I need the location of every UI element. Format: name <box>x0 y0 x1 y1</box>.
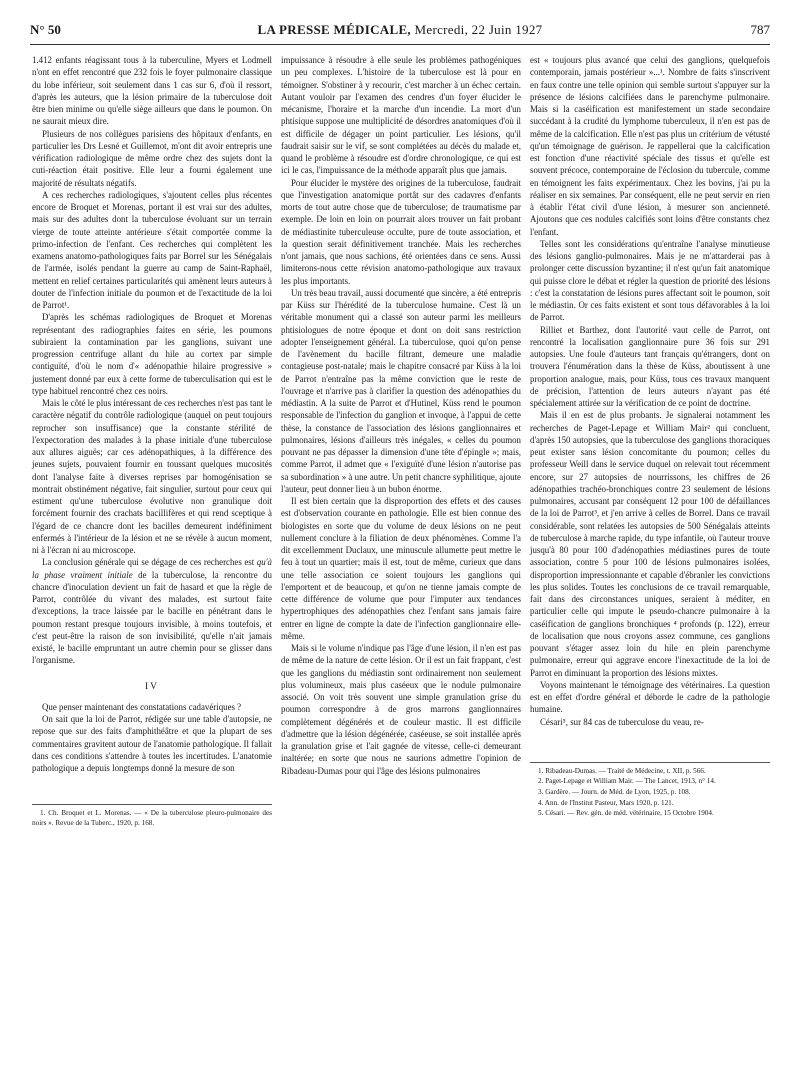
text-run: La conclusion générale qui se dégage de ces recherches est <box>42 557 257 568</box>
paragraph: Pour élucider le mystère des origines de la tuberculose, faudrait que l'investigation anatomique portât sur des cadavres d'enfants morts de tout autre chose que de tuberculose; de traumatisme par exemple. De loin en loin on pourrait alors trouver un fait probant de médiastinite tuberculeuse occulte, pure de toute association, et la question serait définitivement tranchée. Mais les recherches n'ont jamais, que nous sachions, été orientées dans ce sens. Aussi limiterons-nous cette révision anatomo-pathologique aux travaux les plus importants. <box>281 177 521 286</box>
journal-name: LA PRESSE MÉDICALE, <box>257 22 411 37</box>
paragraph: A ces recherches radiologiques, s'ajoutent celles plus récentes encore de Broquet et Morenas, portant il est vrai sur des adultes, mais sur des adultes dont la tuberculose évoluant sur un terrain vierge de toute atteinte antérieure s'était comportée comme la primo-infection de l'enfant. Ces recherches qui complètent les examens anatomo-pathologiques faits par Borrel sur les Sénégalais de l'armée, isolés pendant la guerre au camp de Saint-Raphaël, mettent en relief certaines particularités qui amènent leurs auteurs à douter de l'infection initiale du poumon et de l'exactitude de la loi de Parrot¹. <box>32 189 272 310</box>
footnote: 2. Paget-Lepage et William Mair. — The Lancet, 1913, n° 14. <box>538 777 716 786</box>
paragraph: Voyons maintenant le témoignage des vétérinaires. La question est en effet d'ordre général et déborde le cadre de la pathologie humaine. <box>530 679 770 715</box>
emphasis: qu'à la phase vraiment initiale <box>32 557 272 580</box>
paragraph: 1.412 enfants réagissant tous à la tuberculine, Myers et Lodmell n'ont en effet rencontré que 232 fois le foyer pulmonaire classique du lobe inférieur, soit seulement dans 1 cas sur 6, d'où il ressort, d'après les auteurs, que la lésion primaire de la tuberculose doit être bien minime ou qu'elle siège ailleurs que dans le poumon. On ne saurait mieux dire. <box>32 55 272 127</box>
column-3 <box>530 54 770 819</box>
paragraph: D'après les schémas radiologiques de Broquet et Morenas représentant des radiographies faites en série, les poumons subiraient la contamination par les ganglions, suivant une progression centrifuge allant du hile au cortex par simple contiguïté, d'où le nom d'« adénopathie hilaire progressive » justement donné par eux à cette forme de tuberculisation qui est le type habituel rencontré chez ces noirs. <box>32 312 272 396</box>
paragraph: On sait que la loi de Parrot, rédigée sur une table d'autopsie, ne repose que sur des faits d'amphithéâtre et que la plupart de ses commentaires gravitent autour de l'anatomie pathologique. Il fallait dans ces conditions s'attendre à toutes les incertitudes. L'anatomie pathologique a depuis longtemps donné la mesure de son <box>32 714 272 773</box>
section-heading: IV <box>144 681 160 692</box>
column-2 <box>281 54 521 777</box>
paragraph: Mais il en est de plus probants. Je signalerai notamment les recherches de Paget-Lepage et William Mair² qui concluent, d'après 150 autopsies, que la tuberculose des ganglions thoraciques peut exister sans lésion concomitante du poumon; celles du professeur Weill dans le service duquel on relevait tout récemment encore, sur 27 autopsies de nourrissons, les chiffres de 26 adénopathies trachéo-bronchiques contre 23 seulement de lésions pulmonaires, accusant par conséquent 12 pour 100 de défaillances de la loi de Parrot³, et j'en arrive à celles de Borrel. Dans ce travail considérable, sont relatées les autopsies de 500 Sénégalais atteints de tuberculose à marche rapide, du type infantile, où l'auteur trouve jusqu'à 80 pour 100 d'adénopathies médiastines pures de toute association, contre 5 pour 100 de lésions pulmonaires isolées, disproportion impressionnante et capable d'ébranler les convictions les plus solides. Toutes les conclusions de ce travail remarquable, fait dans des circonstances uniques, seraient à méditer, en particulier celle qui impute le pseudo-chancre pulmonaire à la caséification de ganglions bronchiques ⁴ profonds (p. 122), erreur de localisation que nous croyons assez commune, ces ganglions pouvant s'étager assez loin du hile en plein parenchyme pulmonaire, erreur qui aggrave encore l'inexactitude de la loi de Parrot en diminuant la proportion des lésions mixtes. <box>530 410 770 678</box>
header-rule <box>30 44 770 45</box>
paragraph: est « toujours plus avancé que celui des ganglions, quelquefois contemporain, jamais postérieur »...¹. Nombre de faits s'inscrivent en faux contre une telle opinion qui semble surtout s'appuyer sur la présence de lésions calcifiées dans le parenchyme pulmonaire. Mais si la caséification est manifestement un stade secondaire succédant à la crudité du lymphome tuberculeux, il n'en est pas de même de la calcification. Elle n'est pas plus un critérium de vétusté qu'un témoignage de guérison. Je rappellerai que la calcification est fonction d'une réactivité spéciale des tissus et qu'elle est souvent précoce, contemporaine de l'éclosion du tubercule, comme en témoignent les faits expérimentaux. Chez les bovins, j'ai pu la réaliser en six semaines. Par conséquent, elle ne peut servir en rien à établir l'état civil d'une lésion, à mesurer son ancienneté. Ajoutons que ces nodules calcifiés sont loins d'être constants chez l'enfant. <box>530 55 770 237</box>
footnote: 1. Ribadeau-Dumas. — Traité de Médecine, t. XII, p. 566. <box>538 766 706 775</box>
running-title <box>30 22 770 38</box>
footnotes <box>32 804 272 828</box>
issue-date: Mercredi, 22 Juin 1927 <box>410 22 543 37</box>
paragraph <box>32 556 272 666</box>
paragraph: Rilliet et Barthez, dont l'autorité vaut celle de Parrot, ont rencontré la localisation ganglionnaire pure 36 fois sur 291 autopsies. Une foule d'auteurs tant français qu'étrangers, dont on trouvera l'énumération dans la thèse de Küss, aboutissent à une proportion analogue, mais, pour Küss, tous ces travaux manquent de précision, l'attention de leurs auteurs n'ayant pas été spécialement attirée sur la vérification de ce point de doctrine. <box>530 324 770 408</box>
page-number: 787 <box>750 22 770 37</box>
footnotes <box>530 762 770 819</box>
issue-number: N° 50 <box>30 22 61 37</box>
paragraph: Il est bien certain que la disproportion des effets et des causes est d'observation courante en pathologie. Elle est bien connue des biologistes en sorte que du volume de deux lésions on ne peut nullement conclure à la filiation de deux phénomènes. Comme l'a dit excellemment Duclaux, une minuscule allumette peut mettre le feu à tout un quartier; mais il est, tout de même, curieux que dans une telle association ce soient toujours les ganglions qui l'emportent et de beaucoup, et qu'on ne tienne jamais compte de cette différence de volume que pour l'imputer aux tendances hypertrophiques des adénopathies chez l'enfant sans jamais faire entrer en ligne de compte la date de l'infection ganglionnaire elle-même. <box>281 496 521 641</box>
footnote: 3. Gardère. — Journ. de Méd. de Lyon, 1925, p. 108. <box>538 787 691 796</box>
footnote: 4. Ann. de l'Institut Pasteur, Mars 1920, p. 121. <box>538 798 674 807</box>
paragraph: impuissance à résoudre à elle seule les problèmes pathogéniques un peu complexes. L'histoire de la tuberculose est là pour en témoigner. S'obstiner à y recourir, c'est marcher à un échec certain. Autant vouloir par l'examen des cendres d'un foyer élucider le mécanisme, l'horaire et la marche d'un incendie. La mort d'un phtisique suppose une multiplicité de désordres anatomiques d'où il est difficile de dégager un point particulier. Les lésions, qu'il faudrait saisir sur le vif, se sont complétées au décès du malade et, quand le problème à résoudre est d'ordre chronologique, ce qui est ici le cas, l'impuissance de la méthode apparaît plus que jamais. <box>281 55 521 176</box>
page-header <box>30 22 770 42</box>
paragraph: Que penser maintenant des constatations cadavériques ? <box>42 701 242 712</box>
text-run: de la tuberculose, la rencontre du chancre d'inoculation devient un fait de hasard et que la règle de Parrot, contrôlée du vivant des malades, est surtout faite d'exceptions, la trace laissée par le bacille en pénétrant dans le poumon restant presque toujours invisible, à moins toutefois, et c'est peut-être la raison de son invisibilité, qu'elle n'ait jamais existé, le bacille empruntant un autre chemin pour se glisser dans l'organisme. <box>32 569 272 666</box>
paragraph: Un très beau travail, aussi documenté que sincère, a été entrepris par Küss sur l'hérédité de la tuberculose humaine. C'est là un véritable monument qui a classé son auteur parmi les meilleurs phtisiologues de notre époque et dont on doit sans restriction adopter l'enseignement général. La tuberculose, quoi qu'on pense de l'avènement du bacille filtrant, demeure une maladie contagieuse post-natale; mais le chapitre consacré par Küss à la loi de Parrot n'entraîne pas la même conviction que le reste de l'ouvrage et n'arrive pas à clarifier la question des adénopathies du médiastin. A la suite de Parrot et d'Hutinel, Küss rend le poumon responsable de l'infection du ganglion et invoque, à l'appui de cette thèse, la constance de l'association des lésions ganglionnaires et pulmonaires, lésions d'ailleurs très inégales, « celles du poumon pouvant ne pas dépasser la dimension d'une tête d'épingle »; mais, comme Parrot, il admet que « l'exiguïté d'une lésion n'autorise pas sa subordination » à une autre. Un petit chancre syphilitique, ajoute l'auteur, peut donner lieu à un bubon énorme. <box>281 287 521 494</box>
footnote: 1. Ch. Broquet et L. Morenas. — « De la tuberculose pleuro-pulmonaire des noirs ». Revue de la Tuberc., 1920, p. 168. <box>32 809 272 827</box>
column-1 <box>32 54 272 828</box>
paragraph: Plusieurs de nos collègues parisiens des hôpitaux d'enfants, en particulier les Drs Lesné et Guillemot, m'ont dit avoir entrepris une vérification radiologique de même ordre chez des sujets dont la cuti-réaction était positive. Elle leur a fourni également une majorité de résultats négatifs. <box>32 128 272 188</box>
paragraph: Mais le côté le plus intéressant de ces recherches n'est pas tant le caractère négatif du contrôle radiologique (auquel on peut toujours reprocher son insuffisance) que la constante stérilité de l'expectoration des malades à la phase initiale d'une tuberculose aux allures aiguës; car ces adénopathiques, à la différence des jeunes sujets, pouvaient fournir en toussant quelques mucosités dont l'analyse faite à diverses reprises par homogénisation se montrait obstinément négative, fait singulier, surtout pour ceux qui estiment qu'une tuberculose évolutive non granulique doit forcément fournir des crachats bacillifères et qui rend sceptique à l'égard de ce chancre dont les bacilles demeurent indéfiniment enfermés à l'intérieur de la lésion et ne se révèle à aucun moment, ni à l'écran ni au microscope. <box>32 398 272 555</box>
paragraph: Mais si le volume n'indique pas l'âge d'une lésion, il n'en est pas de même de la nature de cette lésion. Or il est un fait frappant, c'est que les ganglions du médiastin sont ordinairement non seulement plus volumineux, mais plus caséeux que le nodule pulmonaire associé. On voit très souvent une simple granulation grise du poumon correspondre à de gros marrons ganglionnaires complètement dégénérés et de couleur mastic. Il est difficile d'admettre que la lésion dégénérée, caséeuse, se soit installée après la granulation grise et l'ait gagnée de vitesse, celle-ci demeurant inaltérée; en sorte que nous ne saurions admettre l'opinion de Ribadeau-Dumas pour qui l'âge des lésions pulmonaires <box>281 643 521 776</box>
paragraph: Telles sont les considérations qu'entraîne l'analyse minutieuse des lésions ganglio-pulmonaires. Mais je ne m'attarderai pas à prolonger cette discussion byzantine; il n'est qu'un fait anatomique qui puisse clore le débat et régler la question de priorité des lésions : c'est la constatation de lésions pures affectant soit le poumon, soit le médiastin. Or ces faits existent et sont tous défavorables à la loi de Parrot. <box>530 238 770 323</box>
footnote: 5. Césari. — Rev. gén. de méd. vétérinaire, 15 Octobre 1904. <box>538 809 714 818</box>
paragraph: Césari⁵, sur 84 cas de tuberculose du veau, re- <box>540 716 704 727</box>
